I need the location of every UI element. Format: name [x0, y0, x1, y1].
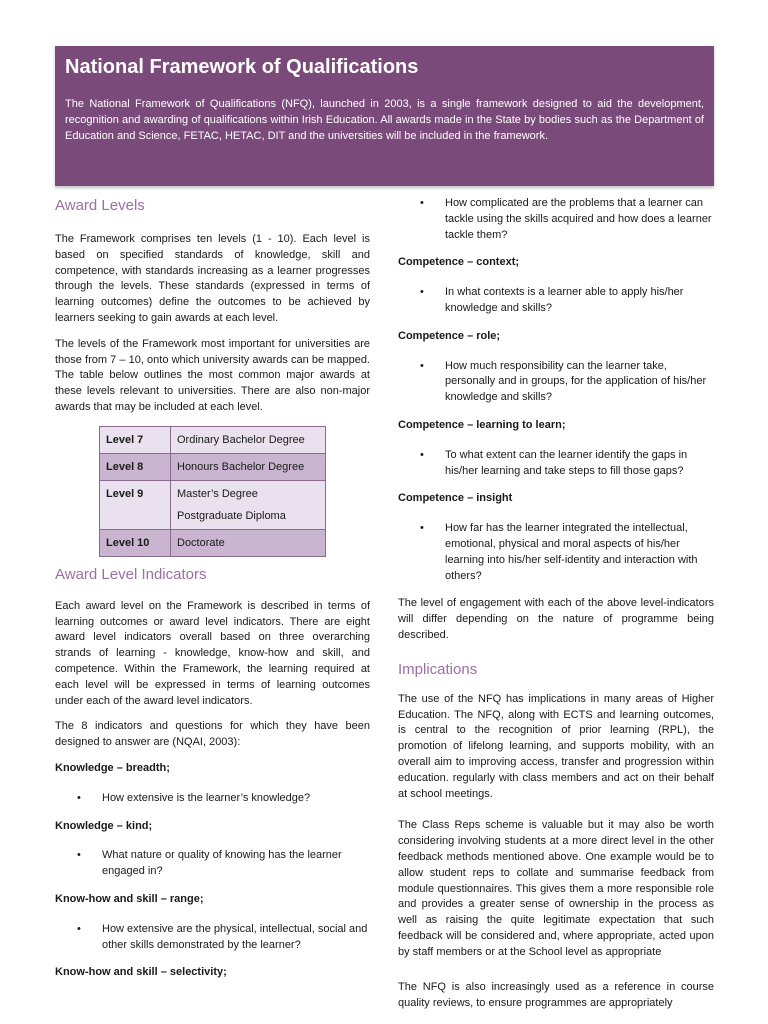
award-line: Postgraduate Diploma	[177, 509, 286, 522]
intro-paragraph: The National Framework of Qualifications (NFQ), launched in 2003, is a single framework designed to aid the development, recognition and awarding of qualifications within Irish Education. All awards made in the State by bodies such as the Department of Education and Science, FETAC, HETAC, DIT and the universities will be included in the framework.	[65, 98, 704, 142]
level-cell: Level 8	[100, 453, 171, 480]
list-item: • How much responsibility can the learner take, personally and in groups, for the application of his/her knowledge and skills?	[398, 359, 714, 406]
award-cell	[171, 480, 326, 529]
indicator-question-list	[398, 196, 714, 243]
indicator-label: Competence – context;	[398, 256, 520, 269]
table-row	[100, 453, 326, 480]
implications-paragraph-1: The use of the NFQ has implications in many areas of Higher Education. The NFQ, along with ECTS and learning outcomes, is central to the recognition of prior learning (RPL), the promotion of lifelong learning, and supports mobility, with an overall aim to improving access, transfer and progression within education. regularly with class members and act on their behalf at school meetings.	[398, 692, 714, 800]
indicator-label: Know-how and skill – selectivity;	[55, 966, 227, 979]
title-banner	[55, 46, 714, 186]
list-item: • To what extent can the learner identify the gaps in his/her learning and take steps to fill those gaps?	[398, 448, 714, 480]
indicators-paragraph-1: Each award level on the Framework is described in terms of learning outcomes or award level indicators. There are eight award level indicators overall based on three overarching strands of learning - knowledge, know-how and skill, and competence. Within the Framework, the learning required at each level will be expressed in terms of learning outcomes under each of the award level indicators.	[55, 599, 370, 707]
table-row	[100, 480, 326, 529]
award-cell: Honours Bachelor Degree	[171, 453, 326, 480]
table-row	[100, 426, 326, 453]
award-cell: Doctorate	[171, 529, 326, 556]
levels-table	[99, 426, 326, 557]
indicator-question-list	[398, 521, 714, 584]
indicators-paragraph-2: The 8 indicators and questions for which they have been designed to answer are (NQAI, 2003):	[55, 720, 370, 749]
level-cell: Level 7	[100, 426, 171, 453]
indicator-label: Competence – learning to learn;	[398, 418, 566, 431]
award-line: Master’s Degree	[177, 487, 258, 500]
indicator-question-list	[398, 448, 714, 480]
award-levels-heading: Award Levels	[55, 197, 145, 214]
indicator-label: Knowledge – breadth;	[55, 761, 170, 774]
indicator-label: Knowledge – kind;	[55, 819, 153, 832]
list-item: • How far has the learner integrated the intellectual, emotional, physical and moral aspects of his/her learning into his/her self-identity and interaction with others?	[398, 521, 714, 584]
award-cell: Ordinary Bachelor Degree	[171, 426, 326, 453]
right-column	[398, 196, 714, 1012]
indicator-label: Competence – role;	[398, 329, 501, 342]
indicator-question-list	[398, 359, 714, 406]
indicators-heading: Award Level Indicators	[55, 565, 207, 583]
level-cell: Level 9	[100, 480, 171, 529]
table-row	[100, 529, 326, 556]
list-item: • How extensive are the physical, intellectual, social and other skills demonstrated by the learner?	[55, 922, 370, 954]
indicator-question-list	[55, 848, 370, 880]
indicator-question-list	[55, 922, 370, 954]
indicator-question-list	[55, 791, 370, 807]
indicator-label: Competence – insight	[398, 492, 513, 505]
indicator-question-list	[398, 285, 714, 317]
page-title: National Framework of Qualifications	[65, 56, 419, 78]
award-levels-paragraph-1: The Framework comprises ten levels (1 - 10). Each level is based on specified standards of knowledge, skill and competence, with standards increasing as a learner progresses through the levels. These standards (expressed in terms of learning outcomes) define the outcomes to be achieved by learners seeking to gain awards at each level.	[55, 233, 370, 324]
list-item: • How complicated are the problems that a learner can tackle using the skills acquired and how does a learner tackle them?	[398, 196, 714, 243]
left-column	[55, 196, 370, 981]
implications-heading: Implications	[398, 660, 478, 678]
implications-paragraph-3: The NFQ is also increasingly used as a reference in course quality reviews, to ensure programmes are appropriately	[398, 981, 714, 1010]
indicator-label: Know-how and skill – range;	[55, 892, 204, 905]
list-item: • In what contexts is a learner able to apply his/her knowledge and skills?	[398, 285, 714, 317]
implications-paragraph-2: The Class Reps scheme is valuable but it may also be worth considering involving students at a more direct level in the other feedback methods mentioned above. One example would be to allow student reps to collate and summarise feedback from module questionnaires. This gives them a more responsible role and provides a greater sense of ownership in the process as well as raising the quite legitimate expectation that such feedback will be considered and, where appropriate, acted upon by staff members or at the School level as appropriate	[398, 819, 714, 958]
engagement-paragraph: The level of engagement with each of the above level-indicators will differ depending on the nature of programme being described.	[398, 597, 714, 641]
award-levels-paragraph-2: The levels of the Framework most important for universities are those from 7 – 10, onto which university awards can be mapped. The table below outlines the most common major awards at these levels relevant to universities. There are also non-major awards that may be included at each level.	[55, 337, 370, 413]
level-cell: Level 10	[100, 529, 171, 556]
list-item: • What nature or quality of knowing has the learner engaged in?	[55, 848, 370, 880]
list-item: • How extensive is the learner’s knowledge?	[55, 791, 370, 807]
